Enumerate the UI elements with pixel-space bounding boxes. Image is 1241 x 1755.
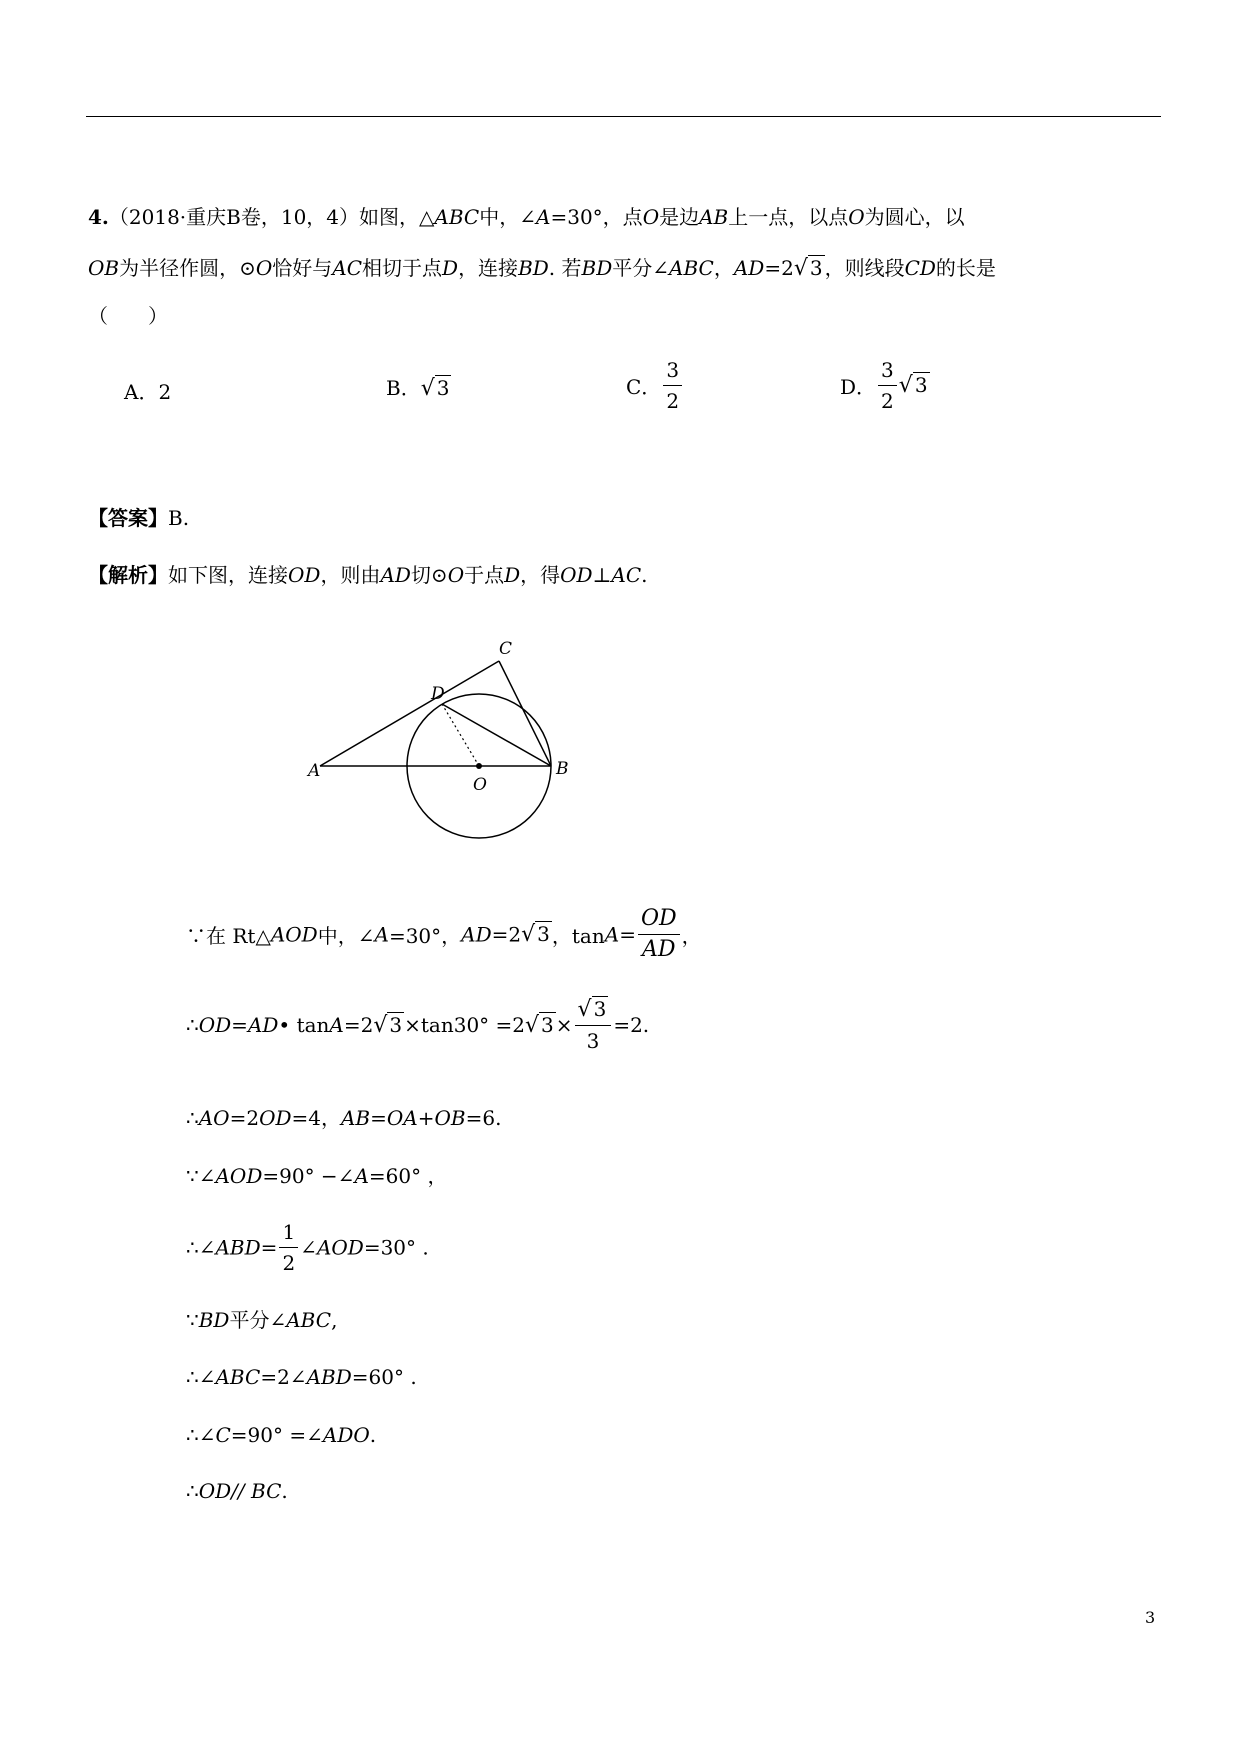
geometry-figure	[300, 640, 600, 855]
header-rule	[86, 116, 1161, 117]
question-line-2: OB为半径作圆，⊙O恰好与AC相切于点D，连接BD. 若BD平分∠ABC，AD=2√ 3 ，则线段CD的长是	[88, 256, 996, 281]
step-7: ∴∠ABC=2∠ABD=60° .	[186, 1365, 417, 1389]
fraction: $\frac{1}{2}$	[279, 1219, 298, 1276]
label-b: B	[556, 759, 569, 779]
step-5: ∴∠ABD= $\frac{1}{2}$ ∠AOD=30° .	[186, 1220, 429, 1275]
option-c: C． $\frac{3}{2}$	[626, 357, 684, 414]
segment-od-dotted	[442, 704, 479, 766]
answer-line: 【答案】B.	[88, 506, 190, 530]
label-c: C	[499, 640, 513, 659]
fraction: $\frac{OD}{AD}$	[638, 906, 680, 963]
option-b: B．√ 3	[386, 376, 450, 401]
answer-label: 【答案】	[88, 506, 168, 530]
fraction: $\frac{√ 3}{3}$	[575, 996, 612, 1054]
fraction: $\frac{3}{2}$	[663, 357, 682, 414]
analysis-line: 【解析】如下图，连接OD，则由AD切⊙O于点D，得OD⊥AC.	[88, 563, 648, 587]
option-d: D． $\frac{3}{2}$ √ 3	[840, 358, 928, 413]
analysis-label: 【解析】	[88, 563, 168, 587]
option-a: A．2	[124, 380, 172, 404]
step-6: ∵BD平分∠ABC,	[186, 1308, 338, 1332]
sqrt-expression: √ 3	[793, 256, 823, 281]
label-o: O	[473, 775, 487, 795]
step-8: ∴∠C=90° =∠ADO.	[186, 1423, 377, 1447]
step-4: ∵∠AOD=90° −∠A=60° ，	[186, 1164, 448, 1188]
step-3: ∴AO=2OD=4，AB=OA+OB=6.	[186, 1106, 502, 1130]
question-line-1: 4.（2018·重庆B卷，10，4）如图，△ABC中，∠A=30°，点O是边AB上一点，以点O为圆心，以	[88, 205, 965, 229]
step-1: ∵在 Rt△AOD中，∠A=30°，AD=2√ 3 ，tanA= $\frac{OD}{AD}$ ，	[186, 906, 702, 962]
fraction: $\frac{3}{2}$	[878, 357, 897, 414]
center-point-o	[476, 763, 482, 769]
page-number: 3	[1145, 1608, 1156, 1627]
segment-db	[442, 704, 551, 766]
question-number: 4.	[88, 205, 109, 229]
answer-parentheses: （ ）	[88, 304, 168, 328]
label-d: D	[431, 684, 445, 704]
step-9: ∴OD// BC.	[186, 1479, 288, 1503]
label-a: A	[308, 761, 321, 781]
segment-cb	[499, 661, 551, 766]
step-2: ∴OD=AD• tanA=2√ 3 ×tan30° =2√ 3 × $\frac{√ 3}{3}$ =2.	[186, 997, 650, 1053]
